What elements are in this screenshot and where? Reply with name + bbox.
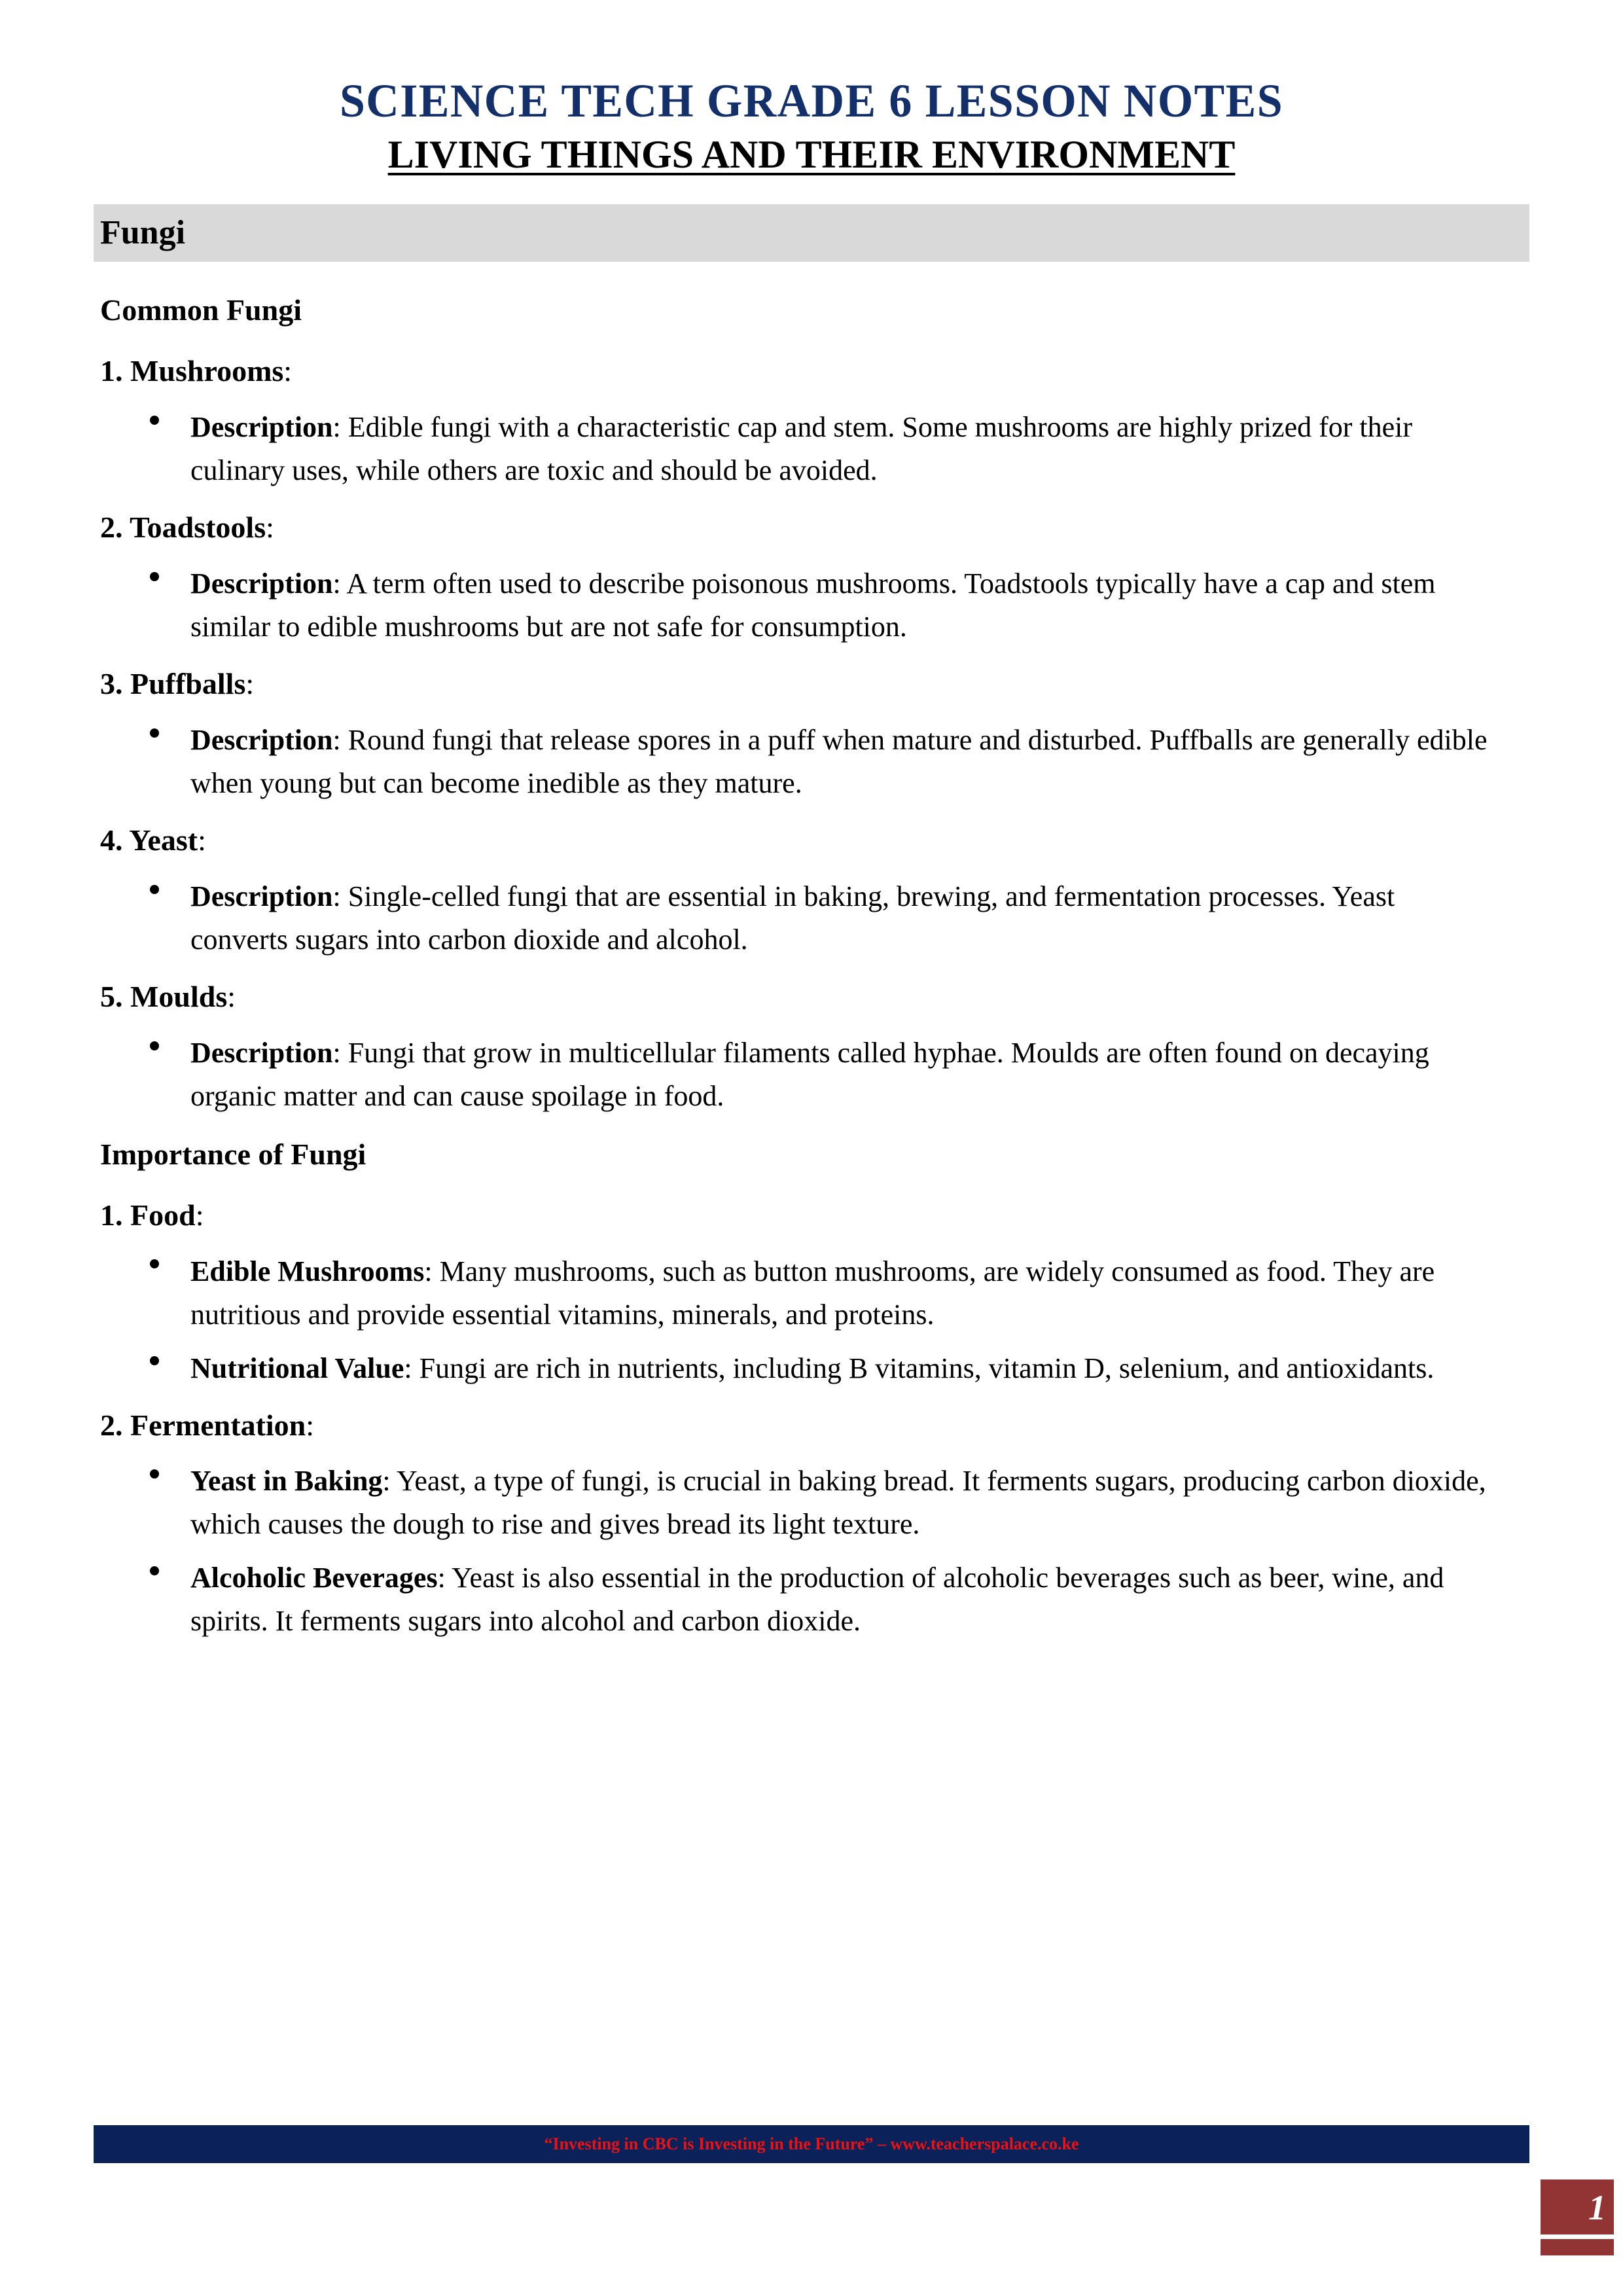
bullet-dot-icon <box>150 416 159 425</box>
bullet-list <box>94 557 1529 654</box>
importance-of-fungi-list <box>94 1185 1529 1649</box>
footer-bar <box>94 2125 1529 2163</box>
heading-name: Mushrooms <box>130 354 284 388</box>
heading-name: Fermentation <box>130 1408 306 1442</box>
heading-name: Yeast <box>129 823 198 857</box>
bullet-list <box>94 1245 1529 1395</box>
bullet-lead-label: Description <box>190 1036 333 1069</box>
document-header <box>94 0 1529 175</box>
numbered-heading <box>100 654 1529 713</box>
heading-number: 5. <box>100 979 130 1013</box>
list-item <box>190 401 1496 497</box>
bullet-lead-label: Description <box>190 567 333 600</box>
heading-name: Puffballs <box>130 667 246 701</box>
numbered-heading <box>100 1395 1529 1455</box>
bullet-lead-label: Edible Mushrooms <box>190 1255 425 1287</box>
section-title: Fungi <box>100 214 186 252</box>
numbered-heading <box>100 341 1529 401</box>
bullet-text: : Edible fungi with a characteristic cap and stem. Some mushrooms are highly prized for their culinary uses, while others are toxic and should be avoided. <box>190 411 1413 487</box>
bullet-lead-label: Description <box>190 724 333 756</box>
bullet-lead-label: Yeast in Baking <box>190 1465 383 1498</box>
list-item <box>190 1026 1496 1123</box>
numbered-heading <box>100 810 1529 870</box>
heading-colon: : <box>283 354 293 388</box>
heading-name: Moulds <box>130 979 228 1013</box>
heading-colon: : <box>245 667 255 701</box>
bullet-text: : Fungi are rich in nutrients, including B vitamins, vitamin D, selenium, and antioxidants. <box>404 1352 1435 1384</box>
section-header-band <box>94 204 1529 262</box>
bullet-dot-icon <box>150 572 159 581</box>
heading-number: 1. <box>100 354 130 388</box>
bullet-dot-icon <box>150 1041 159 1050</box>
bullet-lead-label: Alcoholic Beverages <box>190 1562 438 1594</box>
numbered-heading <box>100 497 1529 557</box>
bullet-text: : Round fungi that release spores in a puff when mature and disturbed. Puffballs are generally edible when young but can become inedible as they mature. <box>190 724 1488 799</box>
bullet-lead-label: Nutritional Value <box>190 1352 404 1384</box>
list-item <box>190 1454 1496 1551</box>
bullet-lead-label: Description <box>190 411 333 444</box>
subheading-importance-of-fungi: Importance of Fungi <box>100 1137 366 1171</box>
page-number-rule <box>1541 2234 1614 2239</box>
heading-number: 1. <box>100 1198 130 1232</box>
bullet-text: : Many mushrooms, such as button mushrooms, are widely consumed as food. They are nutritious and provide essential vitamins, minerals, and proteins. <box>190 1255 1435 1331</box>
bullet-text: : Fungi that grow in multicellular filaments called hyphae. Moulds are often found on decaying organic matter and can cause spoilage in food. <box>190 1036 1429 1112</box>
heading-colon: : <box>227 979 236 1013</box>
page-number-badge <box>1541 2179 1614 2255</box>
bullet-list <box>94 713 1529 810</box>
bullet-list <box>94 401 1529 497</box>
list-item <box>190 1551 1496 1648</box>
numbered-heading <box>100 1185 1529 1245</box>
bullet-text: : Yeast, a type of fungi, is crucial in baking bread. It ferments sugars, producing carbon dioxide, which causes the dough to rise and gives bread its light texture. <box>190 1465 1486 1541</box>
bullet-text: : Single-celled fungi that are essential in baking, brewing, and fermentation processes. Yeast converts sugars into carbon dioxide and alcohol. <box>190 880 1395 956</box>
bullet-text: : Yeast is also essential in the production of alcoholic beverages such as beer, wine, and spirits. It ferments sugars into alcohol and carbon dioxide. <box>190 1562 1444 1638</box>
list-item <box>190 713 1496 810</box>
list-item <box>190 557 1496 654</box>
subheading-common-fungi: Common Fungi <box>100 293 302 327</box>
bullet-list <box>94 1026 1529 1123</box>
heading-colon: : <box>195 1198 204 1232</box>
numbered-heading <box>100 967 1529 1026</box>
list-item <box>190 870 1496 967</box>
bullet-dot-icon <box>150 1469 159 1479</box>
bullet-list <box>94 1454 1529 1648</box>
heading-name: Food <box>130 1198 196 1232</box>
heading-colon: : <box>266 511 274 545</box>
bullet-list <box>94 870 1529 967</box>
bullet-dot-icon <box>150 1356 159 1365</box>
page-number-value: 1 <box>1588 2188 1606 2227</box>
page-title: SCIENCE TECH GRADE 6 LESSON NOTES <box>340 75 1283 127</box>
bullet-lead-label: Description <box>190 880 333 912</box>
bullet-dot-icon <box>150 1566 159 1575</box>
bullet-dot-icon <box>150 1259 159 1268</box>
document-body <box>94 279 1529 1648</box>
heading-number: 4. <box>100 823 130 857</box>
bullet-dot-icon <box>150 885 159 894</box>
heading-name: Toadstools <box>130 511 266 545</box>
common-fungi-list <box>94 341 1529 1122</box>
page-subtitle: LIVING THINGS AND THEIR ENVIRONMENT <box>387 133 1236 177</box>
heading-number: 2. <box>100 511 130 545</box>
heading-colon: : <box>306 1408 315 1442</box>
heading-colon: : <box>198 823 206 857</box>
footer-tagline: “Investing in CBC is Investing in the Future” – www.teacherspalace.co.ke <box>544 2134 1079 2153</box>
heading-number: 3. <box>100 667 130 701</box>
heading-number: 2. <box>100 1408 130 1442</box>
bullet-dot-icon <box>150 728 159 738</box>
list-item <box>190 1245 1496 1342</box>
bullet-text: : A term often used to describe poisonous mushrooms. Toadstools typically have a cap and stem similar to edible mushrooms but are not safe for consumption. <box>190 567 1436 643</box>
list-item <box>190 1342 1496 1395</box>
